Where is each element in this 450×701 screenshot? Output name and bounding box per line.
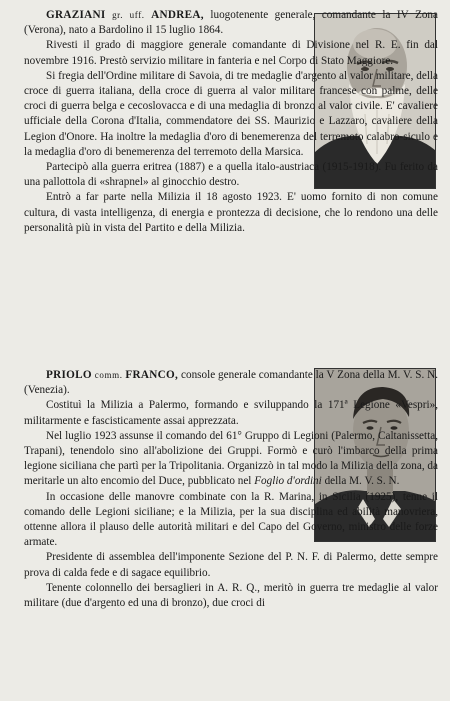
paragraph-text: Presidente di assemblea dell'imponente Sezione del P. N. F. di Palermo, dette sempre prova di calda fede e di sagace equilibrio. [24,551,438,579]
paragraph-text: Rivesti il grado di maggiore generale comandante di Divisione nel R. E. fin dal novembre 1916. Prestò servizio militare in fanteria e nel Corpo di Stato Maggiore. [24,39,438,67]
paragraph-text: Entrò a far parte nella Milizia il 18 agosto 1923. E' uomo fornito di non comune cultura, di vasta intelligenza, di energia e prontezza di decisione, che lo rendono una delle personalità più in vista del Partito e della Milizia. [24,191,438,234]
person-honorific: comm. [94,370,123,380]
person-surname: PRIOLO [46,369,92,381]
paragraph-text: Costituì la Milizia a Palermo, formando e sviluppando la 171ª Legione «Vespri», militarmente e fascisticamente assai apprezzata. [24,399,438,427]
paragraph-text-end: della M. V. S. N. [324,475,400,488]
paragraph-intro-text: console generale comandante la V Zona della M. V. S. N. (Venezia). [24,369,439,397]
paragraph-text [24,429,438,490]
paragraph-intro [24,368,438,398]
person-surname: GRAZIANI [46,9,106,21]
paragraph-text: In occasione delle manovre combinate con la R. Marina, in Sicilia (1925), tenne il comando delle Legioni siciliane; e la Milizia, per la sua disciplina ed abilità manovriera, ottenne allora il plauso delle autorità militari e del Capo del Governo, ministro delle forze armate. [24,490,438,549]
paragraph-text: Si fregia dell'Ordine militare di Savoia, di tre medaglie d'argento al valor militare, della croce di guerra italiana, della croce di guerra al valor militare francese con palme, delle croci di guerra belga e cecoslovacca e di una medaglia di bronzo al valor civile. E' cavaliere ufficiale della Corona d'Italia, commendatore dei SS. Maurizio e Lazzaro, cavaliere della Legion d'Onore. Ha inoltre la medaglia d'oro di benemerenza del terremoto calabro-siculo e la medaglia d'oro di benemerenza del terremoto della Marsica. [24,69,438,158]
publication-title: Foglio d'ordini [254,475,322,488]
paragraph-intro-text: luogotenente generale, comandante la IV Zona (Verona), nato a Bardolino il 15 luglio 1864. [24,9,438,37]
biography-entry-graziani [0,8,450,353]
person-honorific: gr. uff. [112,10,145,20]
paragraph-intro [24,8,438,38]
person-firstname: ANDREA, [151,9,204,21]
biography-entry-priolo [0,368,450,701]
biography-text-priolo [24,368,438,611]
biography-text-graziani [24,8,438,236]
paragraph-text: Tenente colonnello dei bersaglieri in A. R. Q., meritò in guerra tre medaglie al valor militare (due d'argento ed una di bronzo), due croci di [24,581,438,610]
paragraph-text-main: Nel luglio 1923 assunse il comando del 61° Gruppo di Legioni (Palermo, Caltanissetta, Trapani), tenendolo sino all'abolizione dei Gruppi. Formò e curò l'imbarco della prima legione siciliana che partì per la Tripolitania. Organizzò in tal modo la Milizia della zona, da meritarle un alto encomio del Duce, pubblicato nel [24,429,438,488]
paragraph-text: Partecipò alla guerra eritrea (1887) e a quella italo-austriaca (1915-1918). Fu ferito da una pallottola di «shrapnel» al ginocchio destro. [24,161,438,189]
person-firstname: FRANCO, [125,369,179,381]
